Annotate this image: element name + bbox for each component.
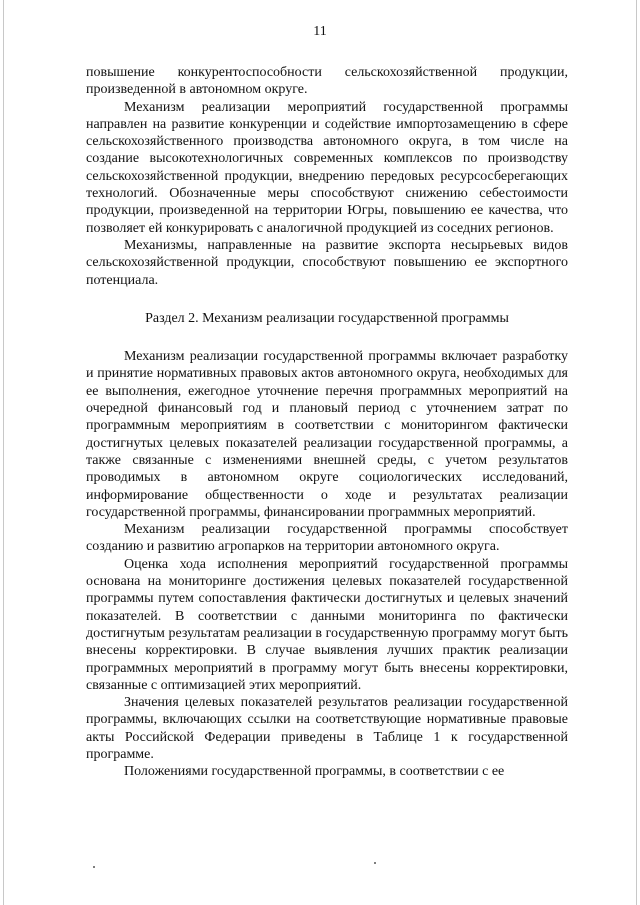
paragraph: Положениями государственной программы, в соответствии с ее <box>124 764 505 780</box>
paragraph: Механизм реализации государственной программы способствует созданию и развитию агропарков на территории автономного округа. <box>86 522 568 555</box>
section-heading: Раздел 2. Механизм реализации государственной программы <box>145 310 509 326</box>
paragraph: Механизм реализации мероприятий государственной программы направлен на развитие конкуренции и содействие импортозамещению в сфере сельскохозяйственного производства автономного округа, в том числе на создание высокотехнологичных современных комплексов по производству сельскохозяйственной продукции, внедрению передовых ресурсосберегающих технологий. Обозначенные меры способствуют снижению себестоимости продукции, произведенной на территории Югры, повышению ее качества, что позволяет ей конкурировать с аналогичной продукцией из соседних регионов. <box>86 99 568 236</box>
paragraph: Оценка хода исполнения мероприятий государственной программы основана на мониторинге достижения целевых показателей государственной программы путем сопоставления фактически достигнутых и целевых значений показателей. В соответствии с данными мониторинга по фактически достигнутым результатам реализации в государственную программу могут быть внесены корректировки. В случае выявления лучших практик реализации программных мероприятий в программу могут быть внесены корректировки, связанные с оптимизацией этих мероприятий. <box>86 556 568 693</box>
scan-edge-right <box>636 0 637 905</box>
paragraph: Значения целевых показателей результатов реализации государственной программы, включающих ссылки на соответствующие нормативные правовые акты Российской Федерации приведены в Таблице 1 к государственной программе. <box>86 695 568 762</box>
scan-speck <box>93 866 95 868</box>
paragraph: повышение конкурентоспособности сельскохозяйственной продукции, произведенной в автономном округе. <box>86 65 568 98</box>
paragraph: Механизм реализации государственной программы включает разработку и принятие нормативных правовых актов автономного округа, необходимых для ее выполнения, ежегодное уточнение перечня программных мероприятий на очередной финансовый год и плановый период с уточнением затрат по программным мероприятиям в соответствии с мониторингом фактически достигнутых целевых показателей реализации государственной программы, а также связанные с изменениями внешней среды, с учетом результатов проводимых в автономном округе социологических исследований, информирование общественности о ходе и результатах реализации государственной программы, финансировании программных мероприятий. <box>86 349 568 520</box>
paragraph: Механизмы, направленные на развитие экспорта несырьевых видов сельскохозяйственной продукции, способствуют повышению ее экспортного потенциала. <box>86 237 568 288</box>
scan-speck <box>374 862 376 864</box>
document-body <box>86 64 568 781</box>
page-number: 11 <box>313 24 327 39</box>
scan-edge-left <box>3 0 4 905</box>
